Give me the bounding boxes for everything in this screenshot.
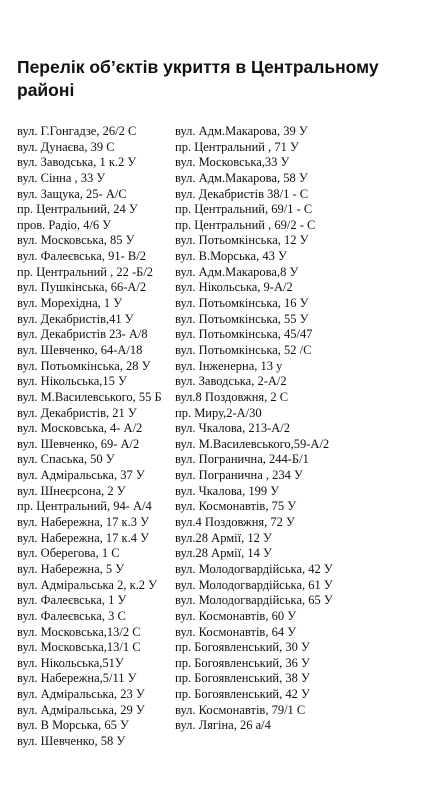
list-item: вул. Шнеєрсона, 2 У xyxy=(17,483,126,498)
list-item: вул. Московська, 4- А/2 xyxy=(17,421,143,436)
list-item: вул. Дунаєва, 39 С xyxy=(17,139,115,154)
right-column xyxy=(175,124,420,734)
list-item: вул. Адміральська, 23 У xyxy=(17,687,145,702)
list-item: вул. Молодогвардійська, 65 У xyxy=(175,593,333,608)
list-item: пр. Центральний, 69/1 - С xyxy=(175,202,313,217)
list-item: вул. Заводська, 2-А/2 xyxy=(175,374,287,389)
list-item: вул. Московська,33 У xyxy=(175,155,290,170)
list-item: пр. Богоявленський, 36 У xyxy=(175,655,310,670)
document-title: Перелік об’єктів укриття в Центральному районі xyxy=(17,57,379,100)
list-item: вул. Адміральська, 29 У xyxy=(17,702,145,717)
list-item: вул. М.Василевського, 55 Б xyxy=(17,389,162,404)
list-item: вул. Защука, 25- А/С xyxy=(17,186,127,201)
list-item: вул. Потьомкінська, 55 У xyxy=(175,311,309,326)
list-item: вул. Адміральська 2, к.2 У xyxy=(17,577,158,592)
list-item: вул. Декабристів 38/1 - С xyxy=(175,186,309,201)
list-item: вул. Шевченко, 69- А/2 xyxy=(17,436,140,451)
list-item: вул. Морехідна, 1 У xyxy=(17,296,123,311)
list-item: вул. Заводська, 1 к.2 У xyxy=(17,155,137,170)
list-item: вул. Потьомкінська, 12 У xyxy=(175,233,309,248)
list-item: вул. М.Василевського,59-А/2 xyxy=(175,436,330,451)
list-item: вул. Нікольська,51У xyxy=(17,655,124,670)
list-item: вул. Набережна, 17 к.4 У xyxy=(17,530,149,545)
list-item: вул. Адм.Макарова, 58 У xyxy=(175,170,308,185)
list-item: вул. Потьомкінська, 16 У xyxy=(175,296,309,311)
list-item: вул. Лягіна, 26 а/4 xyxy=(175,718,271,733)
list-item: вул. Молодогвардійська, 42 У xyxy=(175,561,333,576)
list-item: вул. Адм.Макарова,8 У xyxy=(175,264,299,279)
list-item: пр. Центральний , 22 -Б/2 xyxy=(17,264,154,279)
list-item: вул. Потьомкінська, 28 У xyxy=(17,358,151,373)
list-item: вул.8 Поздовжня, 2 С xyxy=(175,389,289,404)
list-item: вул. Московська, 85 У xyxy=(17,233,135,248)
list-item: вул. Нікольська,15 У xyxy=(17,374,127,389)
list-item: вул. Фалеєвська, 1 У xyxy=(17,593,127,608)
list-item: вул. Шевченко, 64-А/18 xyxy=(17,342,143,357)
list-item: вул. Чкалова, 199 У xyxy=(175,483,280,498)
list-item: вул.4 Поздовжня, 72 У xyxy=(175,515,295,530)
list-item: вул. Набережна, 5 У xyxy=(17,561,125,576)
list-item: вул. Інженерна, 13 у xyxy=(175,358,283,373)
list-item: вул. Космонавтів, 79/1 С xyxy=(175,702,306,717)
list-item: вул. Космонавтів, 64 У xyxy=(175,624,297,639)
list-item: вул. Молодогвардійська, 61 У xyxy=(175,577,333,592)
list-item: пр. Миру,2-А/30 xyxy=(175,405,262,420)
list-item: вул. Шевченко, 58 У xyxy=(17,733,126,748)
list-item: пр. Богоявленський, 38 У xyxy=(175,671,310,686)
list-item: пр. Богоявленський, 30 У xyxy=(175,640,310,655)
list-item: вул.28 Армії, 14 У xyxy=(175,546,272,561)
list-item: вул. Набережна,5/11 У xyxy=(17,671,137,686)
list-item: вул. Нікольська, 9-А/2 xyxy=(175,280,293,295)
list-item: пр. Центральний , 69/2 - С xyxy=(175,217,316,232)
list-item: вул. Фалеєвська, 91- В/2 xyxy=(17,249,146,264)
list-item: вул. Набережна, 17 к.3 У xyxy=(17,515,149,530)
list-item: пр. Центральний , 71 У xyxy=(175,139,299,154)
list-item: пр. Центральний, 94- А/4 xyxy=(17,499,152,514)
list-item: вул. Декабристів, 21 У xyxy=(17,405,137,420)
list-item: вул. Космонавтів, 75 У xyxy=(175,499,297,514)
list-item: вул. Спаська, 50 У xyxy=(17,452,115,467)
list-item: вул. Г.Гонгадзе, 26/2 С xyxy=(17,124,137,138)
list-item: пр. Центральний, 24 У xyxy=(17,202,138,217)
list-item: вул. В Морська, 65 У xyxy=(17,718,129,733)
list-item: вул. В.Морська, 43 У xyxy=(175,249,287,264)
list-item: пр. Богоявленський, 42 У xyxy=(175,687,310,702)
list-item: вул. Потьомкінська, 45/47 xyxy=(175,327,313,342)
left-column xyxy=(17,124,177,750)
list-item: вул. Декабристів 23- А/8 xyxy=(17,327,148,342)
list-item: вул. Чкалова, 213-А/2 xyxy=(175,421,291,436)
list-item: вул. Погранична , 234 У xyxy=(175,468,303,483)
list-item: вул. Сінна , 33 У xyxy=(17,170,106,185)
list-item: вул. Адм.Макарова, 39 У xyxy=(175,124,308,138)
list-item: пров. Радіо, 4/6 У xyxy=(17,217,112,232)
list-item: вул. Погранична, 244-Б/1 xyxy=(175,452,309,467)
list-item: вул. Адміральська, 37 У xyxy=(17,468,145,483)
list-item: вул. Космонавтів, 60 У xyxy=(175,608,297,623)
list-item: вул. Московська,13/2 С xyxy=(17,624,141,639)
list-item: вул. Оберегова, 1 С xyxy=(17,546,120,561)
list-item: вул. Декабристів,41 У xyxy=(17,311,134,326)
list-item: вул. Московська,13/1 С xyxy=(17,640,141,655)
list-item: вул. Пушкінська, 66-А/2 xyxy=(17,280,147,295)
list-item: вул. Фалеєвська, 3 С xyxy=(17,608,126,623)
list-item: вул.28 Армії, 12 У xyxy=(175,530,272,545)
list-item: вул. Потьомкінська, 52 /С xyxy=(175,342,312,357)
